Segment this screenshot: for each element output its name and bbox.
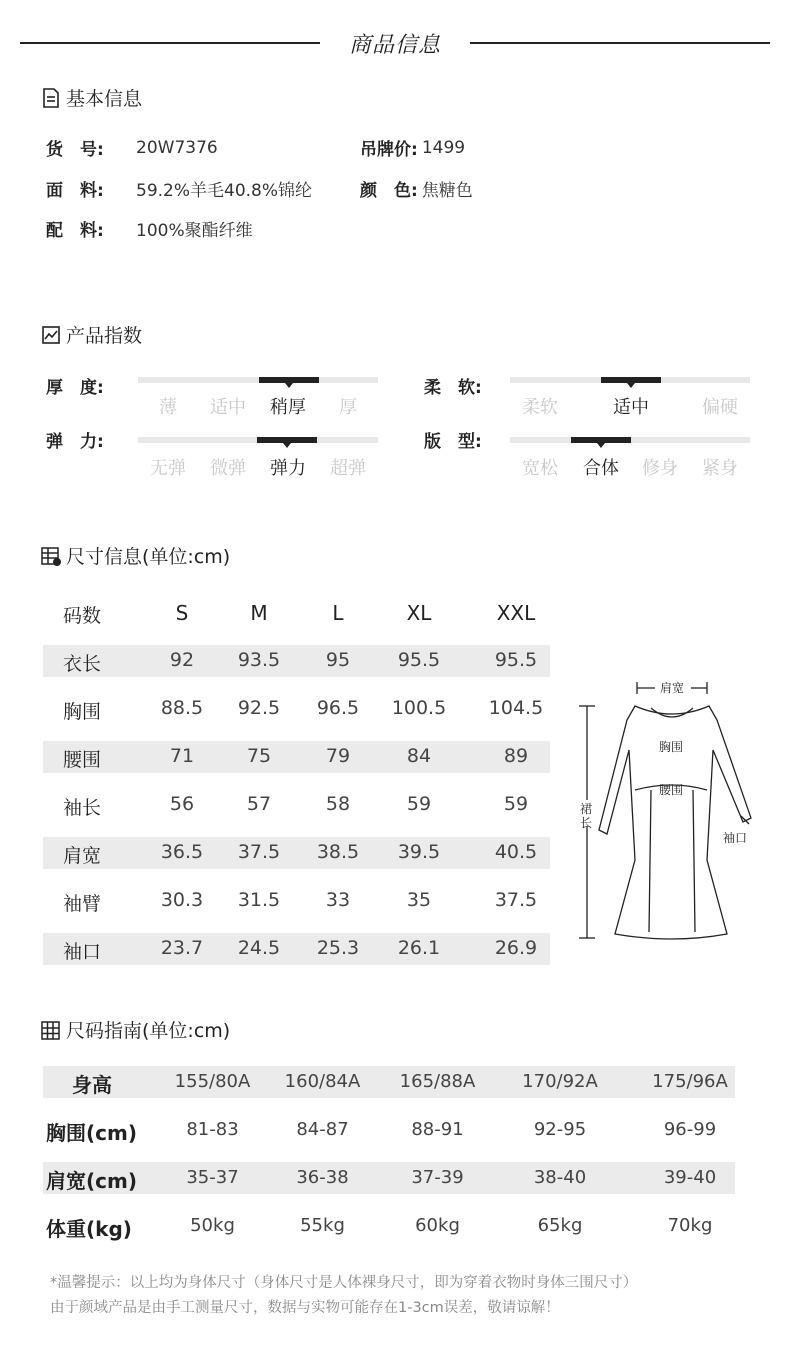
basic-info-header: [40, 84, 142, 111]
guide-cell: 38-40: [533, 1167, 587, 1188]
guide-cell: 70kg: [667, 1215, 713, 1236]
size-cell: 96.5: [316, 697, 360, 719]
guide-row-label: 肩宽(cm): [46, 1169, 137, 1193]
garment-measurement-figure: [565, 670, 765, 950]
size-cell: 95.5: [397, 649, 441, 671]
size-row-label: 腰围: [63, 749, 102, 771]
grid-icon: [40, 1019, 62, 1041]
size-col-header: S: [175, 601, 189, 625]
size-cell: 88.5: [160, 697, 204, 719]
fit-label: 版 型:: [424, 432, 482, 452]
thickness-scale: [138, 377, 378, 383]
size-cell: 92: [169, 649, 195, 671]
size-row-label: 衣长: [63, 653, 102, 675]
size-cell: 57: [246, 793, 272, 815]
size-cell: 59: [406, 793, 432, 815]
guide-cell: 39-40: [663, 1167, 717, 1188]
info-label: 配 料:: [46, 221, 104, 241]
note-line-2: 由于颜域产品是由手工测量尺寸，数据与实物可能存在1-3cm误差，敬请谅解！: [50, 1300, 560, 1316]
size-cell: 100.5: [391, 697, 447, 719]
elasticity-option: 超弹: [330, 458, 366, 479]
info-item-lining: [46, 216, 253, 241]
thickness-option: 薄: [159, 397, 177, 418]
size-cell: 79: [325, 745, 351, 767]
softness-option: 柔软: [522, 397, 558, 418]
fit-option-selected: 合体: [583, 458, 619, 479]
softness-option-selected: 适中: [613, 397, 649, 418]
guide-cell: 155/80A: [174, 1071, 251, 1092]
note-line-1: *温馨提示：以上均为身体尺寸（身体尺寸是人体裸身尺寸，即为穿着衣物时身体三围尺寸）: [50, 1275, 638, 1291]
size-row-label: 肩宽: [63, 845, 102, 867]
info-value: 20W7376: [136, 137, 218, 158]
info-item-price: [360, 135, 465, 160]
size-cell: 59: [503, 793, 529, 815]
size-col-header: 码数: [63, 605, 102, 627]
figure-waist-label: 腰围: [659, 783, 684, 797]
thickness-marker: [259, 377, 319, 383]
thickness-option: 厚: [339, 397, 357, 418]
title-line-right: [470, 42, 770, 44]
size-info-header: [40, 542, 230, 569]
size-cell: 33: [325, 889, 351, 911]
size-cell: 24.5: [237, 937, 281, 959]
size-cell: 71: [169, 745, 195, 767]
size-guide-title: 尺码指南(单位:cm): [66, 1020, 231, 1042]
guide-cell: 160/84A: [284, 1071, 361, 1092]
elasticity-label: 弹 力:: [46, 432, 104, 452]
size-cell: 93.5: [237, 649, 281, 671]
size-cell: 58: [325, 793, 351, 815]
thickness-option-selected: 稍厚: [270, 397, 306, 418]
guide-cell: 175/96A: [652, 1071, 728, 1092]
info-value: 1499: [421, 137, 466, 158]
size-cell: 95: [325, 649, 351, 671]
fit-option: 紧身: [702, 458, 738, 479]
size-cell: 89: [503, 745, 529, 767]
guide-row-label: 体重(kg): [46, 1217, 132, 1241]
guide-cell: 96-99: [663, 1119, 717, 1140]
guide-cell: 88-91: [411, 1119, 464, 1140]
size-row-band: [43, 645, 550, 677]
fit-marker: [571, 437, 631, 443]
figure-cuff-label: 袖口: [723, 831, 748, 845]
size-cell: 23.7: [160, 937, 204, 959]
basic-info-title: 基本信息: [66, 88, 143, 110]
title-line-left: [20, 42, 320, 44]
info-label: 颜 色:: [360, 181, 418, 201]
size-cell: 40.5: [494, 841, 538, 863]
size-cell: 26.9: [494, 937, 538, 959]
info-label: 吊牌价:: [360, 140, 418, 160]
product-index-header: [40, 321, 142, 348]
figure-chest-label: 胸围: [659, 740, 684, 754]
size-cell: 39.5: [397, 841, 441, 863]
size-row-band: [43, 741, 550, 773]
size-row-label: 袖长: [63, 797, 102, 819]
elasticity-marker: [257, 437, 317, 443]
guide-cell: 84-87: [296, 1119, 349, 1140]
size-col-header: XL: [406, 601, 432, 625]
thickness-label: 厚 度:: [46, 378, 104, 398]
page-title: 商品信息: [348, 33, 441, 58]
info-value: 59.2%羊毛40.8%锦纶: [136, 181, 313, 201]
guide-cell: 60kg: [415, 1215, 460, 1236]
info-value: 焦糖色: [421, 181, 473, 201]
info-item-color: [360, 176, 473, 201]
size-cell: 30.3: [160, 889, 204, 911]
size-cell: 36.5: [160, 841, 204, 863]
size-cell: 25.3: [316, 937, 360, 959]
guide-cell: 81-83: [186, 1119, 239, 1140]
guide-cell: 35-37: [186, 1167, 239, 1188]
info-item-fabric: [46, 176, 312, 201]
size-row-label: 袖口: [63, 941, 102, 963]
size-cell: 26.1: [397, 937, 441, 959]
table-ruler-icon: [40, 545, 62, 567]
chart-icon: [40, 324, 62, 346]
document-icon: [40, 87, 62, 109]
info-label: 货 号:: [46, 140, 104, 160]
guide-cell: 36-38: [296, 1167, 349, 1188]
size-cell: 84: [406, 745, 432, 767]
product-index-title: 产品指数: [66, 325, 143, 347]
guide-cell: 50kg: [190, 1215, 235, 1236]
elasticity-option: 微弹: [210, 458, 246, 479]
size-col-header: M: [250, 601, 268, 625]
figure-length-label-2: 长: [580, 816, 593, 830]
size-cell: 104.5: [488, 697, 544, 719]
size-cell: 95.5: [494, 649, 538, 671]
figure-shoulder-label: 肩宽: [660, 681, 685, 695]
size-cell: 92.5: [237, 697, 281, 719]
fit-option: 修身: [642, 458, 678, 479]
size-cell: 75: [246, 745, 272, 767]
size-col-header: L: [332, 601, 344, 625]
size-row-label: 袖臂: [63, 893, 102, 915]
size-cell: 38.5: [316, 841, 360, 863]
guide-row-label: 身高: [72, 1073, 112, 1097]
size-col-header: XXL: [496, 601, 536, 625]
info-label: 面 料:: [46, 181, 104, 201]
elasticity-option: 无弹: [150, 458, 186, 479]
size-cell: 31.5: [237, 889, 281, 911]
size-cell: 56: [169, 793, 195, 815]
elasticity-option-selected: 弹力: [270, 458, 306, 479]
size-row-label: 胸围: [63, 701, 102, 723]
thickness-option: 适中: [210, 397, 246, 418]
softness-label: 柔 软:: [424, 378, 482, 398]
size-row-band: [43, 933, 550, 965]
size-cell: 37.5: [494, 889, 538, 911]
guide-cell: 65kg: [537, 1215, 583, 1236]
size-cell: 37.5: [237, 841, 281, 863]
size-row-band: [43, 837, 550, 869]
guide-cell: 170/92A: [522, 1071, 598, 1092]
info-value: 100%聚酯纤维: [136, 221, 253, 241]
size-info-title: 尺寸信息(单位:cm): [66, 546, 231, 568]
guide-cell: 165/88A: [399, 1071, 476, 1092]
guide-cell: 92-95: [533, 1119, 587, 1140]
size-guide-header: [40, 1016, 230, 1043]
guide-row-label: 胸围(cm): [46, 1121, 137, 1145]
info-item-sku: [46, 135, 218, 160]
guide-cell: 55kg: [300, 1215, 345, 1236]
fit-option: 宽松: [522, 458, 558, 479]
figure-length-label-1: 裙: [580, 802, 593, 816]
softness-option: 偏硬: [702, 397, 738, 418]
guide-cell: 37-39: [411, 1167, 464, 1188]
softness-marker: [601, 377, 661, 383]
size-cell: 35: [406, 889, 432, 911]
